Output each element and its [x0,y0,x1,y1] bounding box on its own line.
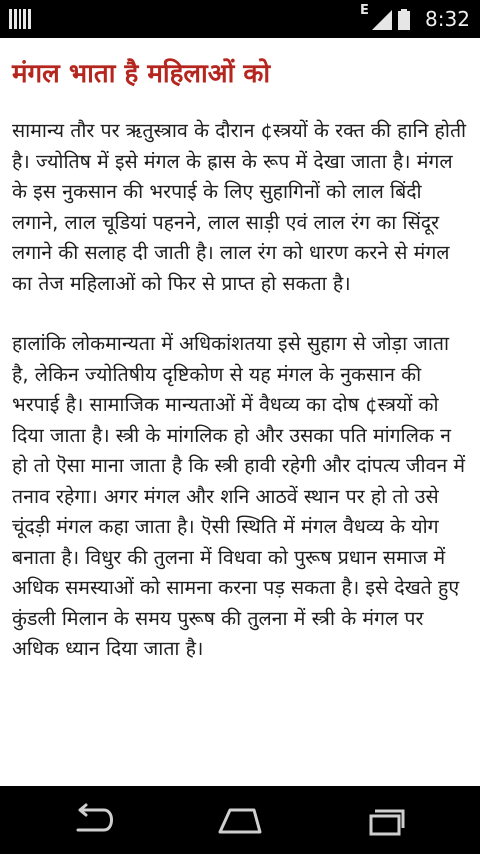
navigation-bar [0,786,480,854]
battery-icon [398,9,410,30]
status-bar [0,0,480,38]
status-clock: 8:32 [425,7,470,31]
notification-bars-icon [9,9,31,29]
article-paragraph: हालांकि लोकमान्यता में अधिकांशतया इसे सुहाग से जोड़ा जाता है, लेकिन ज्योतिषीय दृष्टिकोण से यह मंगल के नुकसान की भरपाई है। सामाजिक मान्यताओं में वैधव्य का दोष ¢स्त्रयों को दिया जाता है। स्त्री के मांगलिक हो और उसका पति मांगलिक न हो तो ऎसा माना जाता है कि स्त्री हावी रहेगी और दांपत्य जीवन में तनाव रहेगा। अगर मंगल और शनि आठवें स्थान पर हो तो उसे चूंदड़ी मंगल कहा जाता है। ऎसी स्थिति में मंगल वैधव्य के योग बनाता है। विधुर की तुलना में विधवा को पुरूष प्रधान समाज में अधिक समस्याओं को सामना करना पड़ सकता है। इसे देखते हुए कुंडली मिलान के समय पुरूष की तुलना में स्त्री के मंगल पर अधिक ध्यान दिया जाता है। [12,332,466,660]
home-icon [208,802,268,838]
article-title: मंगल भाता है महिलाओं को [12,59,271,89]
recent-apps-icon [355,802,415,838]
recent-apps-button[interactable] [355,802,415,838]
article-content [12,52,470,695]
network-type-label: E [360,3,369,18]
home-button[interactable] [208,802,268,838]
back-icon [60,802,120,838]
article-paragraph: सामान्य तौर पर ऋतुस्त्राव के दौरान ¢स्त्रयों के रक्त की हानि होती है। ज्योतिष में इसे मंगल के ह्रास के रूप में देखा जाता है। मंगल के इस नुकसान की भरपाई के लिए सुहागिनों को लाल बिंदी लगाने, लाल चूडियां पहनने, लाल साड़ी एवं लाल रंग का सिंदूर लगाने की सलाह दी जाती है। लाल रंग को धारण करने से मंगल का तेज महिलाओं को फिर से प्राप्त हो सकता है। [12,119,467,295]
signal-icon [372,10,394,30]
back-button[interactable] [60,802,120,838]
